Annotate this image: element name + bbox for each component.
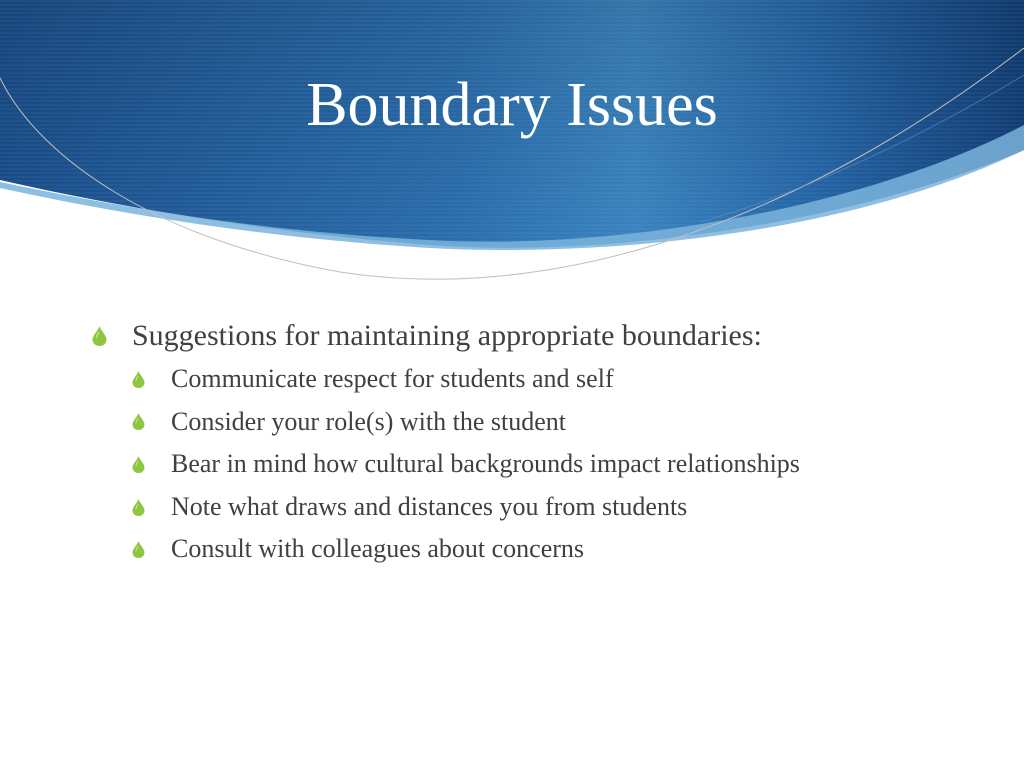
main-bullet-text: Suggestions for maintaining appropriate boundaries: bbox=[132, 319, 762, 352]
green-teardrop-icon bbox=[132, 486, 171, 529]
sub-bullet-text: Consult with colleagues about concerns bbox=[171, 534, 585, 564]
sub-bullet bbox=[132, 443, 992, 486]
sub-bullet bbox=[132, 401, 992, 444]
sub-bullet-text: Bear in mind how cultural backgrounds impact relationships bbox=[171, 449, 800, 479]
green-teardrop-icon bbox=[132, 358, 171, 401]
green-teardrop-icon bbox=[92, 316, 132, 356]
green-teardrop-icon bbox=[132, 528, 171, 571]
sub-bullet bbox=[132, 528, 992, 571]
sub-bullet-list bbox=[92, 358, 992, 571]
main-bullet bbox=[92, 316, 992, 356]
header-banner bbox=[0, 0, 1024, 300]
sub-bullet-text: Consider your role(s) with the student bbox=[171, 406, 566, 436]
slide-title: Boundary Issues bbox=[306, 71, 718, 139]
sub-bullet-text: Communicate respect for students and self bbox=[171, 364, 614, 393]
green-teardrop-icon bbox=[132, 443, 171, 486]
sub-bullet bbox=[132, 358, 992, 401]
slide-content bbox=[92, 316, 992, 571]
sub-bullet-text: Note what draws and distances you from students bbox=[171, 491, 688, 521]
sub-bullet bbox=[132, 486, 992, 529]
green-teardrop-icon bbox=[132, 401, 171, 444]
